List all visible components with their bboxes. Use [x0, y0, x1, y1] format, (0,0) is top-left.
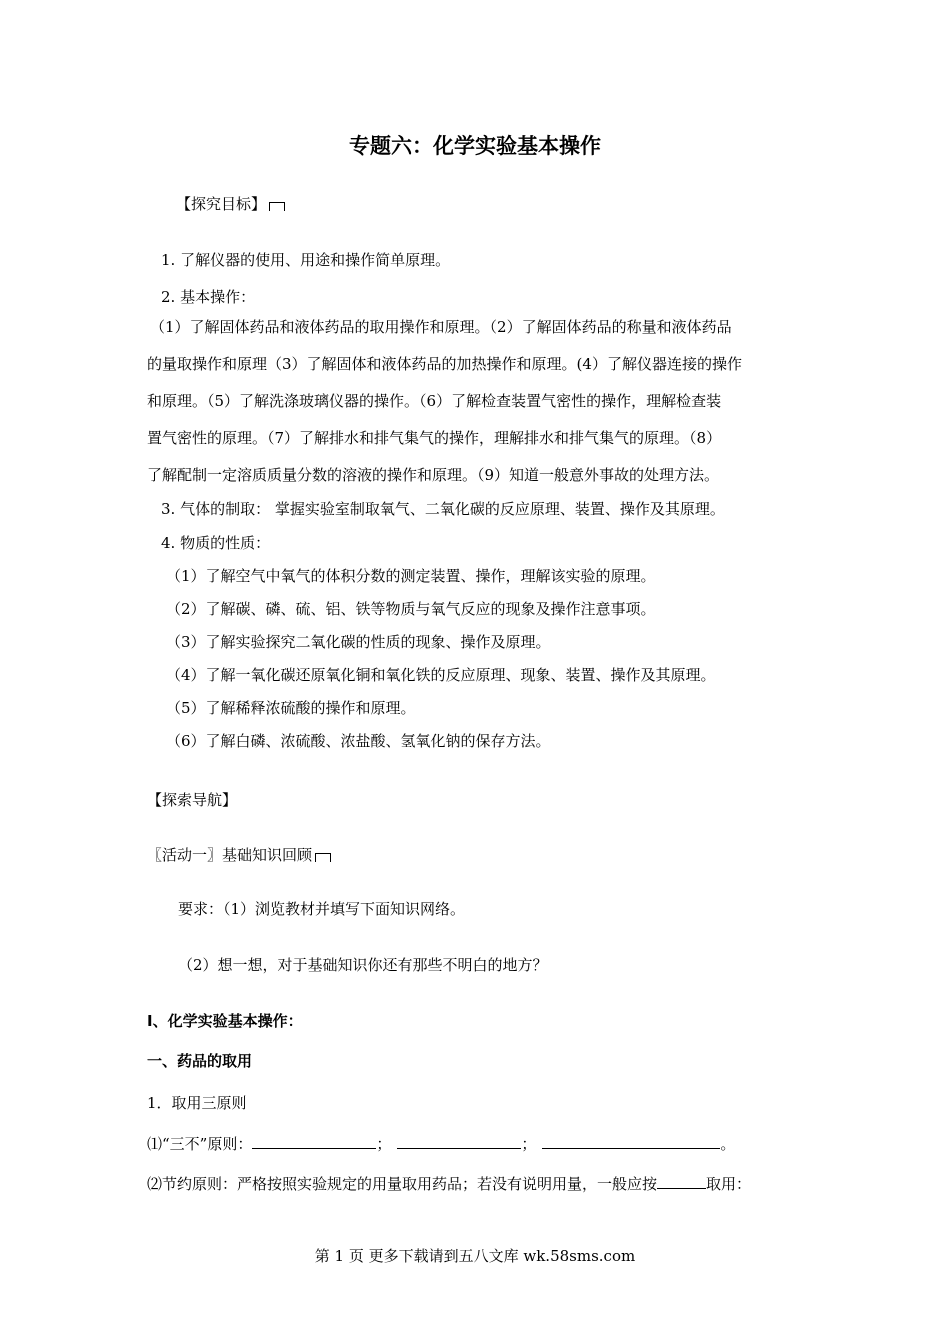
- item-heading: 1．取用三原则: [147, 1094, 247, 1112]
- goals-heading-text: 【探究目标】: [176, 195, 267, 213]
- goal-4: 4. 物质的性质：: [161, 534, 271, 552]
- property-item: （1）了解空气中氧气的体积分数的测定装置、操作，理解该实验的原理。: [166, 567, 656, 585]
- page-title: 专题六：化学实验基本操作: [349, 134, 601, 158]
- activity-heading: [147, 845, 331, 865]
- anchor-mark-icon: [269, 202, 285, 211]
- goal-1: 1. 了解仪器的使用、用途和操作简单原理。: [161, 251, 451, 269]
- goals-heading: [176, 194, 285, 214]
- basic-op-line: 的量取操作和原理（3）了解固体和液体药品的加热操作和原理。(4）了解仪器连接的操作: [147, 355, 742, 373]
- basic-op-line: 置气密性的原理。（7）了解排水和排气集气的操作，理解排水和排气集气的原理。（8）: [147, 429, 722, 447]
- period: 。: [720, 1135, 736, 1153]
- section-heading: Ⅰ、化学实验基本操作：: [147, 1012, 303, 1030]
- property-item: （2）了解碳、磷、硫、铝、铁等物质与氧气反应的现象及操作注意事项。: [166, 600, 656, 618]
- rule-2-text: ⑵节约原则：严格按照实验规定的用量取用药品；若没有说明用量，一般应按: [147, 1175, 658, 1193]
- anchor-mark-icon: [315, 853, 331, 862]
- basic-op-line: 和原理。（5）了解洗涤玻璃仪器的操作。（6）了解检查装置气密性的操作，理解检查装: [147, 392, 722, 410]
- property-item: （5）了解稀释浓硫酸的操作和原理。: [166, 699, 416, 717]
- rule-1-text: ⑴“三不”原则：: [147, 1135, 253, 1153]
- subsection-heading: 一、药品的取用: [147, 1052, 253, 1070]
- rule-1: [147, 1134, 735, 1154]
- basic-op-line: （1）了解固体药品和液体药品的取用操作和原理。（2）了解固体药品的称量和液体药品: [150, 318, 732, 336]
- rule-2: [147, 1174, 751, 1194]
- page-footer: 第 1 页 更多下载请到五八文库 wk.58sms.com: [314, 1247, 636, 1265]
- fill-blank[interactable]: [252, 1134, 376, 1149]
- nav-heading: 【探索导航】: [147, 791, 238, 809]
- goal-2: 2. 基本操作：: [161, 288, 256, 306]
- separator: ；: [376, 1135, 392, 1153]
- fill-blank[interactable]: [657, 1174, 706, 1189]
- property-item: （6）了解白磷、浓硫酸、浓盐酸、氢氧化钠的保存方法。: [166, 732, 551, 750]
- property-item: （4）了解一氧化碳还原氧化铜和氧化铁的反应原理、现象、装置、操作及其原理。: [166, 666, 716, 684]
- requirement-2: （2）想一想，对于基础知识你还有那些不明白的地方？: [178, 956, 548, 974]
- basic-op-line: 了解配制一定溶质质量分数的溶液的操作和原理。（9）知道一般意外事故的处理方法。: [147, 466, 720, 484]
- goal-3: 3. 气体的制取： 掌握实验室制取氧气、二氧化碳的反应原理、装置、操作及其原理。: [161, 500, 725, 518]
- separator: ；: [521, 1135, 537, 1153]
- activity-heading-text: 〖活动一〗基础知识回顾: [147, 846, 313, 864]
- requirement-1: 要求：（1）浏览教材并填写下面知识网络。: [178, 900, 466, 918]
- property-item: （3）了解实验探究二氧化碳的性质的现象、操作及原理。: [166, 633, 551, 651]
- fill-blank[interactable]: [397, 1134, 521, 1149]
- fill-blank[interactable]: [542, 1134, 720, 1149]
- rule-2-end: 取用：: [706, 1175, 752, 1193]
